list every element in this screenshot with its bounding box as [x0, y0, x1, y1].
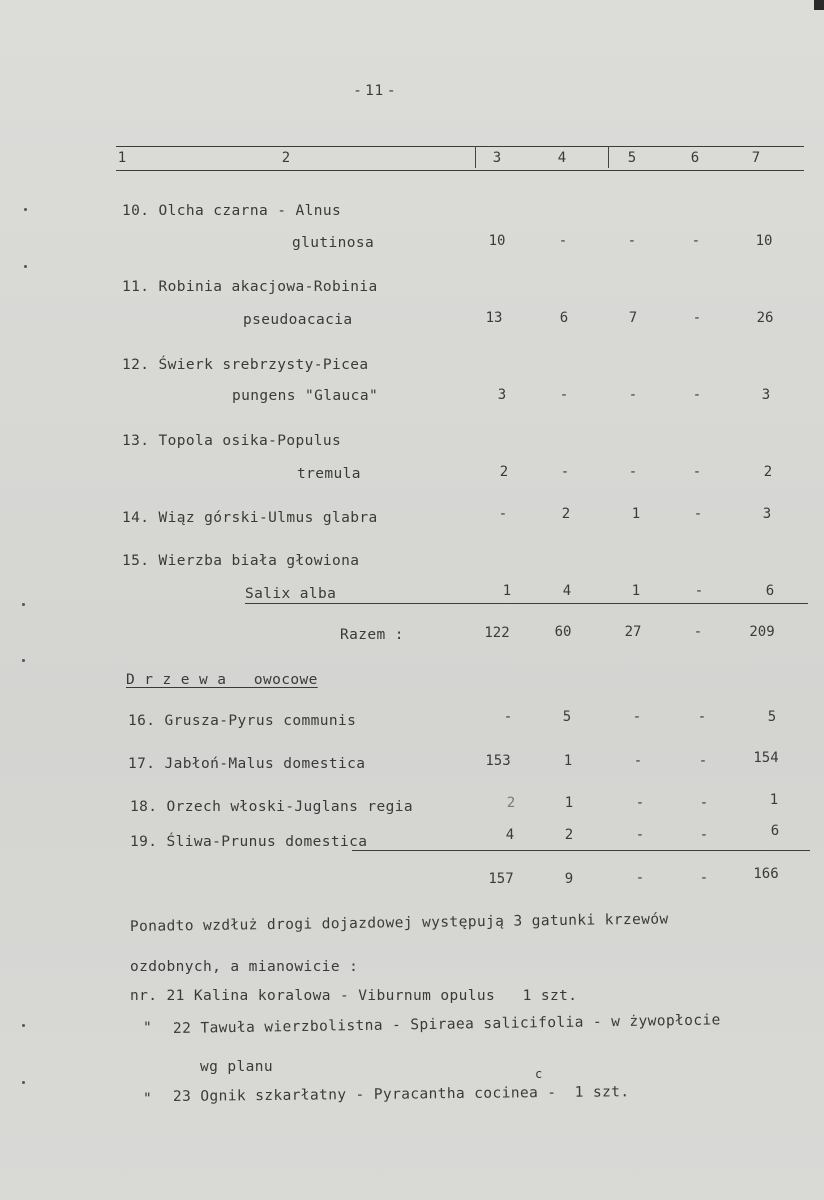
table-cell: - [698, 753, 708, 769]
total-cell: 166 [753, 866, 779, 882]
table-row-label: 19. Śliwa-Prunus domestica [130, 834, 368, 850]
margin-speck [22, 659, 25, 662]
table-cell: - [559, 387, 569, 403]
table-cell: 6 [559, 310, 569, 326]
table-row-label-cont: tremula [297, 466, 361, 482]
table-cell: - [633, 753, 643, 769]
table-cell: 6 [770, 823, 780, 839]
table-cell: 4 [562, 583, 572, 599]
paragraph-line: ozdobnych, a mianowicie : [130, 959, 359, 975]
table-cell: - [694, 583, 704, 599]
table-cell: 2 [506, 795, 516, 811]
table-row-label: 18. Orzech włoski-Juglans regia [130, 799, 414, 815]
table-row-label: 14. Wiąz górski-Ulmus glabra [122, 510, 378, 526]
table-row-label: 11. Robinia akacjowa-Robinia [122, 279, 378, 295]
table-cell: - [632, 709, 642, 725]
list-item-cont: wg planu [200, 1059, 274, 1075]
total-label: Razem : [340, 627, 404, 643]
table-cell: 7 [628, 310, 638, 326]
column-header-2: 2 [281, 150, 291, 166]
margin-speck [22, 1024, 25, 1027]
table-cell: - [635, 827, 645, 843]
table-row-label: 15. Wierzba biała głowiona [122, 553, 360, 569]
handwritten-correction: c [535, 1067, 543, 1081]
table-row-label-cont: pseudoacacia [243, 312, 353, 328]
table-row-label: 13. Topola osika-Populus [122, 433, 342, 449]
table-row-label-cont: glutinosa [292, 235, 375, 251]
total-cell: 9 [564, 871, 574, 887]
table-cell: 3 [761, 387, 771, 403]
column-header-5: 5 [627, 150, 637, 166]
table-cell: - [558, 233, 568, 249]
table-cell: - [635, 795, 645, 811]
table-cell: 13 [485, 310, 503, 326]
ditto-mark: " [143, 1020, 153, 1036]
section-heading: D r z e w a owocowe [126, 672, 318, 688]
table-cell: - [699, 827, 709, 843]
column-header-6: 6 [690, 150, 700, 166]
table-cell: - [503, 709, 513, 725]
total-cell: 122 [484, 625, 510, 641]
list-item: nr. 21 Kalina koralowa - Viburnum opulus 1 szt. [130, 988, 578, 1004]
table-cell: 2 [561, 506, 571, 522]
table-cell: 5 [562, 709, 572, 725]
table-row-label: 10. Olcha czarna - Alnus [122, 203, 342, 219]
table-cell: 6 [765, 583, 775, 599]
total-cell: 27 [624, 624, 642, 640]
column-header-3: 3 [492, 150, 502, 166]
table-cell: 154 [753, 750, 779, 766]
column-header-4: 4 [557, 150, 567, 166]
table-cell: - [699, 795, 709, 811]
margin-speck [24, 265, 27, 268]
table-cell: 3 [497, 387, 507, 403]
table-cell: 153 [485, 753, 511, 769]
table-cell: 10 [755, 233, 773, 249]
table-cell: 1 [563, 753, 573, 769]
total-cell: 157 [488, 871, 514, 887]
total-cell: - [635, 870, 645, 886]
table-cell: 3 [762, 506, 772, 522]
paragraph-line: Ponadto wzdłuż drogi dojazdowej występują 3 gatunki krzewów [129, 911, 669, 935]
table-cell: - [691, 233, 701, 249]
table-row-label: 12. Świerk srebrzysty-Picea [122, 357, 369, 373]
table-cell: 2 [763, 464, 773, 480]
table-cell: - [498, 506, 508, 522]
table-cell: - [628, 387, 638, 403]
table-cell: 2 [499, 464, 509, 480]
table-cell: - [693, 506, 703, 522]
table-cell: - [560, 464, 570, 480]
table-cell: 1 [631, 583, 641, 599]
subtotal-rule [352, 850, 810, 851]
column-divider [475, 146, 476, 168]
table-cell: 1 [769, 792, 779, 808]
total-cell: - [693, 624, 703, 640]
page-number: - 11 - [355, 83, 395, 99]
table-cell: - [692, 310, 702, 326]
margin-speck [22, 1081, 25, 1084]
column-divider [608, 146, 609, 168]
table-cell: 1 [502, 583, 512, 599]
table-cell: - [692, 464, 702, 480]
total-cell: - [699, 870, 709, 886]
table-cell: 2 [564, 827, 574, 843]
ditto-mark: " [143, 1091, 153, 1107]
table-cell: 10 [488, 233, 506, 249]
total-cell: 209 [749, 624, 775, 640]
table-cell: - [692, 387, 702, 403]
list-item: 22 Tawuła wierzbolistna - Spiraea salicifolia - w żywopłocie [172, 1012, 721, 1037]
table-cell: 5 [767, 709, 777, 725]
table-row-label: 17. Jabłoń-Malus domestica [128, 756, 366, 772]
table-cell: 26 [756, 310, 774, 326]
table-row-label-cont: Salix alba [245, 586, 337, 602]
table-cell: - [627, 233, 637, 249]
table-cell: 1 [564, 795, 574, 811]
table-cell: - [697, 709, 707, 725]
total-cell: 60 [554, 624, 572, 640]
table-header-rule [116, 170, 804, 171]
table-cell: 4 [505, 827, 515, 843]
list-item: 23 Ognik szkarłatny - Pyracantha cocinea - 1 szt. [172, 1084, 630, 1105]
table-row-label: 16. Grusza-Pyrus communis [128, 713, 357, 729]
table-cell: - [628, 464, 638, 480]
table-cell: 1 [631, 506, 641, 522]
subtotal-rule [245, 603, 808, 604]
column-header-1: 1 [117, 150, 127, 166]
column-header-7: 7 [751, 150, 761, 166]
table-top-rule [116, 146, 804, 147]
table-row-label-cont: pungens "Glauca" [232, 388, 379, 404]
margin-speck [24, 208, 27, 211]
margin-speck [22, 603, 25, 606]
